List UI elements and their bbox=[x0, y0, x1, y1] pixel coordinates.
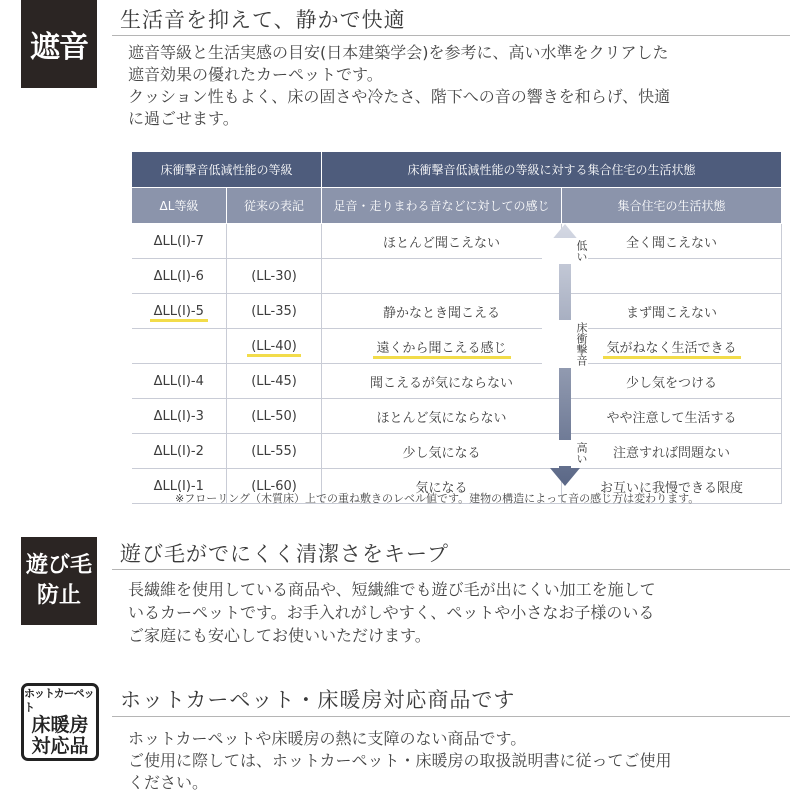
table-header-feeling: 足音・走りまわる音などに対しての感じ bbox=[322, 188, 562, 224]
highlighted-state: 気がねなく生活できる bbox=[607, 337, 737, 356]
body-line: ご使用に際しては、ホットカーペット・床暖房の取扱説明書に従ってご使用 bbox=[128, 751, 672, 770]
state-cell bbox=[562, 259, 782, 294]
impact-sound-arrow bbox=[542, 224, 588, 486]
arrow-label-mid: 床衝撃音 bbox=[542, 320, 588, 368]
body-line: クッション性もよく、床の固さや冷たさ、階下への音の響きを和らげ、快適 bbox=[128, 87, 671, 106]
lint-badge-line2: 防止 bbox=[36, 583, 81, 608]
old-cell: (LL-60) bbox=[227, 469, 322, 504]
old-cell: (LL-50) bbox=[227, 399, 322, 434]
state-cell: 注意すれば問題ない bbox=[562, 434, 782, 469]
section-title-heat: ホットカーペット・床暖房対応商品です bbox=[120, 688, 516, 712]
lint-badge-line1: 遊び毛 bbox=[25, 553, 92, 578]
floor-heating-badge bbox=[21, 683, 99, 761]
body-line: ください。 bbox=[128, 773, 209, 792]
highlighted-feeling: 遠くから聞こえる感じ bbox=[377, 337, 507, 356]
soundproof-badge-label: 遮音 bbox=[30, 30, 88, 65]
body-line: に過ごせます。 bbox=[128, 109, 239, 128]
state-cell bbox=[562, 329, 782, 364]
level-cell: ΔLL(I)-3 bbox=[132, 399, 227, 434]
level-cell bbox=[132, 294, 227, 329]
state-cell: まず聞こえない bbox=[562, 294, 782, 329]
feeling-cell bbox=[322, 329, 562, 364]
section-title-lint: 遊び毛がでにくく清潔さをキープ bbox=[120, 542, 449, 566]
old-cell: (LL-35) bbox=[227, 294, 322, 329]
old-cell bbox=[227, 224, 322, 259]
level-cell: ΔLL(I)-7 bbox=[132, 224, 227, 259]
old-cell bbox=[227, 329, 322, 364]
table-row bbox=[132, 434, 782, 469]
body-line: 長繊維を使用している商品や、短繊維でも遊び毛が出にくい加工を施して bbox=[128, 580, 656, 599]
body-line: ご家庭にも安心してお使いいただけます。 bbox=[128, 626, 431, 645]
table-row bbox=[132, 364, 782, 399]
arrow-label-low: 低い bbox=[542, 238, 588, 264]
table-row bbox=[132, 294, 782, 329]
section-title-soundproof: 生活音を抑えて、静かで快適 bbox=[120, 8, 406, 32]
table-header-group-left: 床衝撃音低減性能の等級 bbox=[132, 152, 322, 188]
old-cell: (LL-55) bbox=[227, 434, 322, 469]
lint-prevention-badge bbox=[21, 537, 97, 625]
table-footnote: ※フローリング（木質床）上での重ね敷きのレベル値です。建物の構造によって音の感じ方は変わります。 bbox=[175, 492, 700, 505]
feeling-cell bbox=[322, 259, 562, 294]
table-row bbox=[132, 224, 782, 259]
table-header-level: ΔL等級 bbox=[132, 188, 227, 224]
state-cell: お互いに我慢できる限度 bbox=[562, 469, 782, 504]
section-body-heat bbox=[128, 728, 794, 794]
feeling-cell: 少し気になる bbox=[322, 434, 562, 469]
old-cell: (LL-30) bbox=[227, 259, 322, 294]
feeling-cell: 聞こえるが気にならない bbox=[322, 364, 562, 399]
sound-insulation-table bbox=[131, 151, 782, 504]
table-row bbox=[132, 259, 782, 294]
table-header-old: 従来の表記 bbox=[227, 188, 322, 224]
level-cell bbox=[132, 329, 227, 364]
feeling-cell: 気になる bbox=[322, 469, 562, 504]
heat-badge-line3: 対応品 bbox=[31, 735, 89, 757]
section-divider bbox=[112, 569, 790, 570]
section-divider bbox=[112, 35, 790, 36]
feeling-cell: 静かなとき聞こえる bbox=[322, 294, 562, 329]
table-header-group-right: 床衝撃音低減性能の等級に対する集合住宅の生活状態 bbox=[322, 152, 782, 188]
level-cell: ΔLL(I)-6 bbox=[132, 259, 227, 294]
body-line: ホットカーペットや床暖房の熱に支障のない商品です。 bbox=[128, 729, 527, 748]
section-body-lint bbox=[128, 578, 794, 647]
section-divider bbox=[112, 716, 790, 717]
state-cell: やや注意して生活する bbox=[562, 399, 782, 434]
level-cell: ΔLL(I)-4 bbox=[132, 364, 227, 399]
feeling-cell: ほとんど聞こえない bbox=[322, 224, 562, 259]
table-header-state: 集合住宅の生活状態 bbox=[562, 188, 782, 224]
section-body-soundproof bbox=[128, 42, 794, 130]
level-cell: ΔLL(I)-1 bbox=[132, 469, 227, 504]
old-cell: (LL-45) bbox=[227, 364, 322, 399]
state-cell: 全く聞こえない bbox=[562, 224, 782, 259]
body-line: 遮音効果の優れたカーペットです。 bbox=[128, 65, 383, 84]
table-row bbox=[132, 329, 782, 364]
feeling-cell: ほとんど気にならない bbox=[322, 399, 562, 434]
highlighted-level: ΔLL(I)-5 bbox=[153, 303, 204, 319]
highlighted-old: (LL-40) bbox=[251, 338, 297, 354]
table-row bbox=[132, 399, 782, 434]
arrow-label-high: 高い bbox=[542, 440, 588, 466]
body-line: いるカーペットです。お手入れがしやすく、ペットや小さなお子様のいる bbox=[128, 603, 655, 622]
heat-badge-line2: 床暖房 bbox=[31, 714, 89, 736]
body-line: 遮音等級と生活実感の目安(日本建築学会)を参考に、高い水準をクリアした bbox=[128, 43, 669, 62]
state-cell: 少し気をつける bbox=[562, 364, 782, 399]
soundproof-badge bbox=[21, 0, 97, 88]
level-cell: ΔLL(I)-2 bbox=[132, 434, 227, 469]
heat-badge-line1: ホットカーペット bbox=[24, 687, 94, 714]
